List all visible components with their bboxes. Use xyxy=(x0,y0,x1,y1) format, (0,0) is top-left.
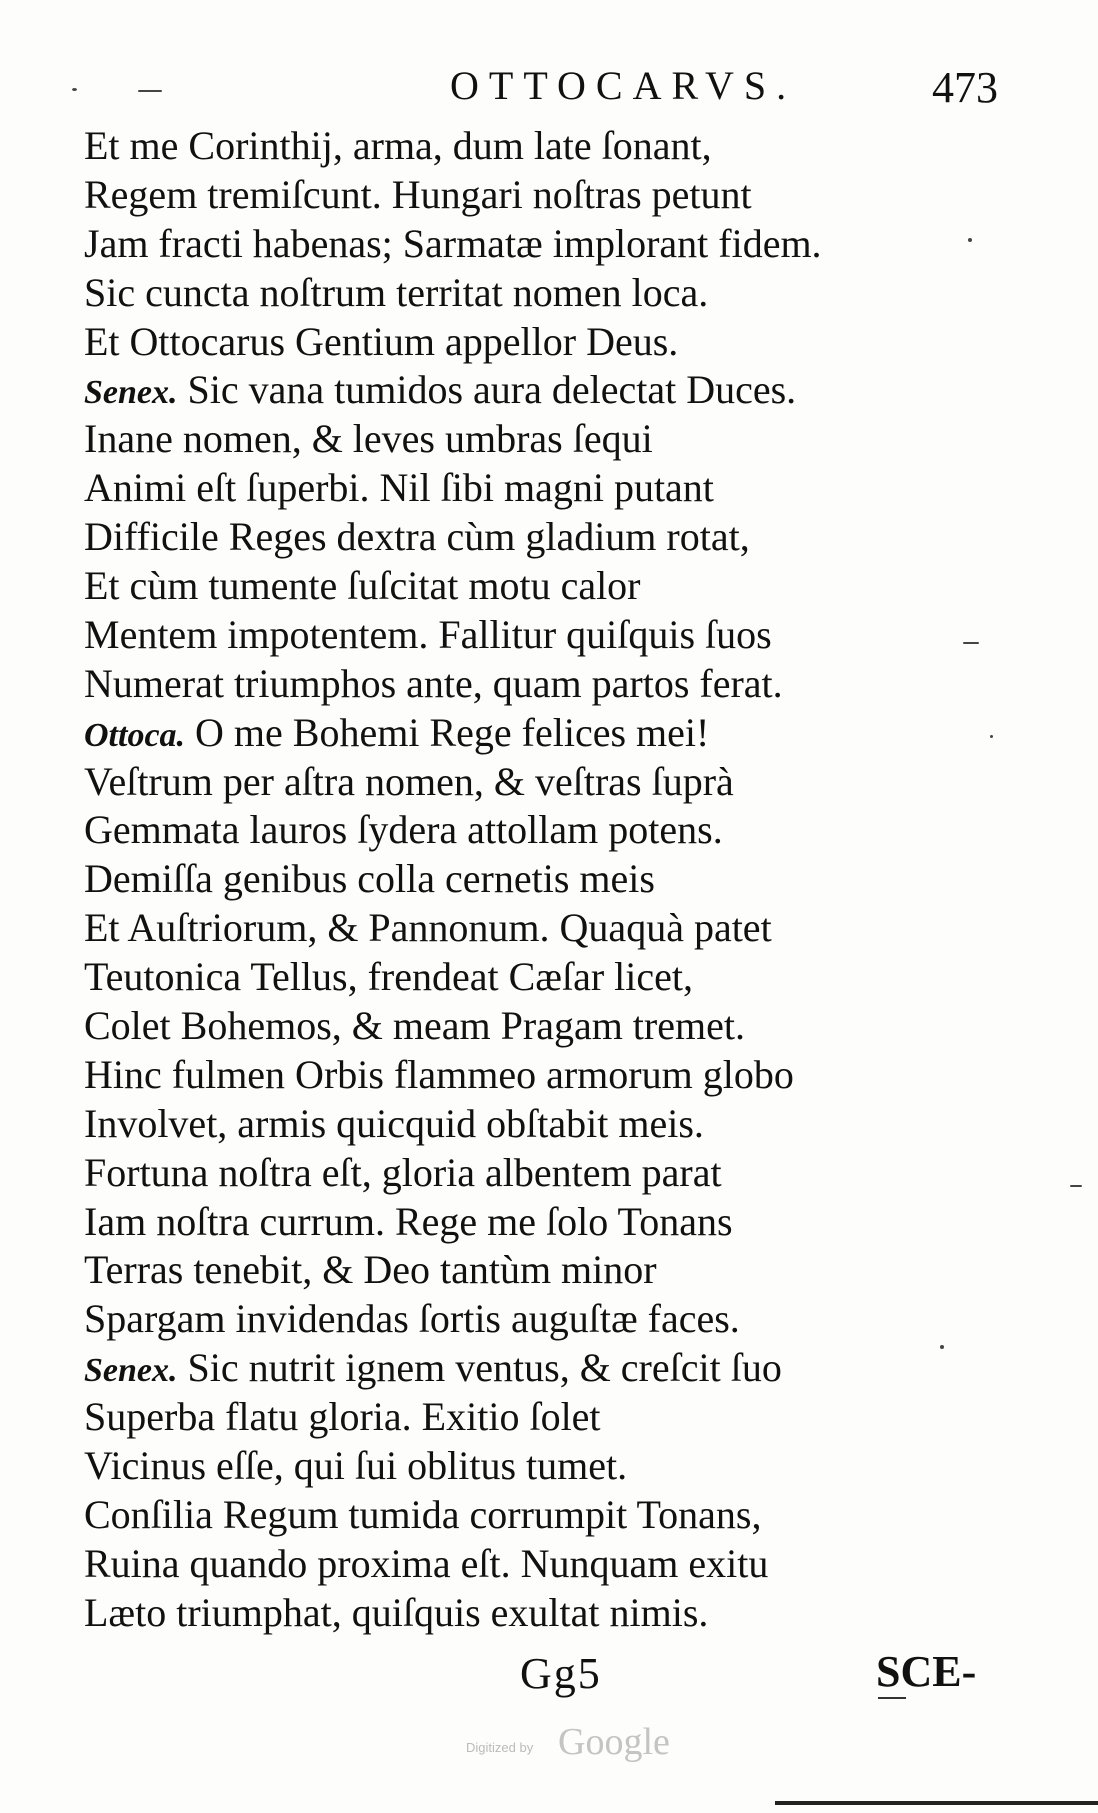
verse-line xyxy=(84,464,964,513)
verse-line xyxy=(84,562,964,611)
ink-speck xyxy=(72,88,77,91)
verse-text: Demiſſa genibus colla cernetis meis xyxy=(84,856,655,902)
verse-text: Conſilia Regum tumida corrumpit Tonans, xyxy=(84,1491,762,1537)
speaker-label: Ottoca. xyxy=(84,716,186,754)
verse-line xyxy=(84,709,964,758)
verse-text: Involvet, armis quicquid obſtabit meis. xyxy=(84,1100,704,1146)
verse-line xyxy=(84,1491,964,1540)
verse-text: Iam noſtra currum. Rege me ſolo Tonans xyxy=(84,1198,733,1244)
ink-speck xyxy=(940,1345,944,1349)
verse-line xyxy=(84,415,964,464)
verse-text: Et Ottocarus Gentium appellor Deus. xyxy=(84,318,679,364)
ink-speck xyxy=(963,642,979,644)
verse-text: Ruina quando proxima eſt. Nunquam exitu xyxy=(84,1540,769,1586)
verse-line xyxy=(84,660,964,709)
verse-line xyxy=(84,855,964,904)
verse-text: Inane nomen, & leves umbras ſequi xyxy=(84,416,653,462)
verse-text: Teutonica Tellus, frendeat Cæſar licet, xyxy=(84,954,694,1000)
verse-line xyxy=(84,904,964,953)
verse-line xyxy=(84,1442,964,1491)
verse-line xyxy=(84,1393,964,1442)
signature-mark: Gg5 xyxy=(520,1649,602,1698)
verse-text: Jam fracti habenas; Sarmatæ implorant fidem. xyxy=(84,220,822,266)
ink-speck xyxy=(1070,1185,1082,1187)
verse-text: Sic nutrit ignem ventus, & creſcit ſuo xyxy=(187,1345,782,1391)
page-number: 473 xyxy=(932,63,998,112)
catchword-underline xyxy=(878,1697,906,1699)
verse-text: Superba flatu gloria. Exitio ſolet xyxy=(84,1394,601,1440)
watermark-prefix: Digitized by xyxy=(466,1740,534,1755)
verse-text: Et me Corinthij, arma, dum late ſonant, xyxy=(84,123,712,168)
verse-line xyxy=(84,171,964,220)
verse-line xyxy=(84,1002,964,1051)
google-logo: Google xyxy=(558,1721,670,1763)
verse-text: Colet Bohemos, & meam Pragam tremet. xyxy=(84,1003,745,1049)
verse-text: Sic vana tumidos aura delectat Duces. xyxy=(187,367,797,413)
verse-line xyxy=(84,758,964,807)
verse-text: Læto triumphat, quiſquis exultat nimis. xyxy=(84,1589,709,1635)
verse-text: Vicinus eſſe, qui ſui oblitus tumet. xyxy=(84,1443,628,1489)
verse-text: Animi eſt ſuperbi. Nil ſibi magni putant xyxy=(84,465,714,511)
running-title: OTTOCARVS. xyxy=(450,63,797,108)
verse-line xyxy=(84,1295,964,1344)
verse-text: Regem tremiſcunt. Hungari noſtras petunt xyxy=(84,171,752,217)
verse-line xyxy=(84,611,964,660)
verse-line xyxy=(84,1589,964,1638)
verse-line xyxy=(84,1246,964,1295)
speaker-label: Senex. xyxy=(84,1352,178,1390)
verse-text: Gemmata lauros ſydera attollam potens. xyxy=(84,807,723,853)
verse-text: Veſtrum per aſtra nomen, & veſtras ſuprà xyxy=(84,758,734,804)
ink-speck xyxy=(990,735,993,738)
verse-line xyxy=(84,220,964,269)
verse-line xyxy=(84,806,964,855)
verse-text: Difficile Reges dextra cùm gladium rotat, xyxy=(84,514,750,560)
verse-line xyxy=(84,1540,964,1589)
page-edge-shadow xyxy=(775,1801,1098,1805)
verse-line xyxy=(84,366,964,415)
verse-line xyxy=(84,953,964,1002)
verse-text: Hinc fulmen Orbis flammeo armorum globo xyxy=(84,1051,794,1097)
verse-text: Et cùm tumente ſuſcitat motu calor xyxy=(84,563,641,609)
verse-text: Fortuna noſtra eſt, gloria albentem parat xyxy=(84,1149,722,1195)
ink-speck xyxy=(138,90,162,92)
verse-line xyxy=(84,318,964,367)
verse-text: Mentem impotentem. Fallitur quiſquis ſuos xyxy=(84,611,772,657)
verse-line xyxy=(84,1198,964,1247)
verse-line xyxy=(84,1051,964,1100)
verse-text: Et Auſtriorum, & Pannonum. Quaquà patet xyxy=(84,905,772,951)
ink-speck xyxy=(968,238,972,242)
running-header xyxy=(60,62,1020,122)
verse-line xyxy=(84,513,964,562)
verse-line xyxy=(84,1344,964,1393)
verse-block xyxy=(84,122,964,1638)
verse-text: O me Bohemi Rege felices mei! xyxy=(195,709,710,755)
verse-line xyxy=(84,122,964,171)
catchword: SCE- xyxy=(876,1647,977,1696)
verse-text: Numerat triumphos ante, quam partos ferat. xyxy=(84,660,783,706)
verse-text: Sic cuncta noſtrum territat nomen loca. xyxy=(84,269,709,315)
digitization-watermark xyxy=(462,1720,702,1770)
verse-line xyxy=(84,1100,964,1149)
speaker-label: Senex. xyxy=(84,374,178,412)
verse-line xyxy=(84,1149,964,1198)
verse-text: Spargam invidendas ſortis auguſtæ faces. xyxy=(84,1296,740,1342)
verse-line xyxy=(84,269,964,318)
verse-text: Terras tenebit, & Deo tantùm minor xyxy=(84,1247,657,1293)
